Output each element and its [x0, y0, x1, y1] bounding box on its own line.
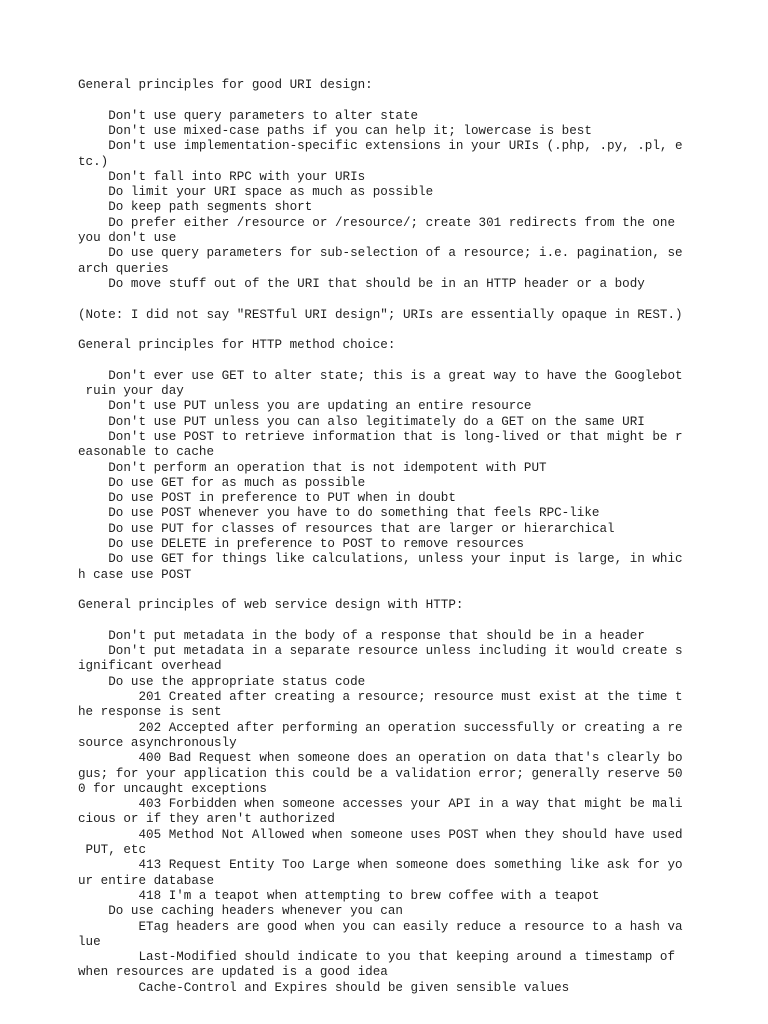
- text-line: 418 I'm a teapot when attempting to brew coffee with a teapot: [78, 888, 600, 903]
- text-line: ur entire database: [78, 873, 215, 888]
- text-line: Don't put metadata in the body of a response that should be in a header: [78, 628, 645, 643]
- text-line: arch queries: [78, 261, 169, 276]
- text-line: Cache-Control and Expires should be given sensible values: [78, 980, 570, 995]
- text-line: Don't use mixed-case paths if you can help it; lowercase is best: [78, 123, 592, 138]
- text-line: ruin your day: [78, 384, 184, 398]
- text-line: General principles for HTTP method choice:: [78, 338, 396, 353]
- text-line: 413 Request Entity Too Large when someone does something like ask for yo: [78, 858, 683, 873]
- text-line: Don't use query parameters to alter state: [78, 108, 419, 123]
- text-line: 403 Forbidden when someone accesses your API in a way that might be mali: [78, 797, 683, 812]
- text-line: PUT, etc: [78, 843, 147, 857]
- text-line: cious or if they aren't authorized: [78, 812, 335, 827]
- text-line: gus; for your application this could be a validation error; generally reserve 50: [78, 766, 683, 781]
- text-line: Don't ever use GET to alter state; this is a great way to have the Googlebot: [78, 368, 683, 383]
- text-line: Last-Modified should indicate to you that keeping around a timestamp of: [78, 950, 676, 965]
- text-line: Do move stuff out of the URI that should be in an HTTP header or a body: [78, 276, 645, 291]
- text-line: Don't use implementation-specific extensions in your URIs (.php, .py, .pl, e: [78, 139, 683, 154]
- text-line: Do use PUT for classes of resources that are larger or hierarchical: [78, 521, 615, 536]
- text-line: 400 Bad Request when someone does an operation on data that's clearly bo: [78, 751, 683, 766]
- text-line: Don't use PUT unless you are updating an entire resource: [78, 399, 532, 414]
- text-line: 405 Method Not Allowed when someone uses POST when they should have used: [78, 827, 683, 842]
- text-line: source asynchronously: [78, 735, 237, 750]
- text-line: ETag headers are good when you can easily reduce a resource to a hash va: [78, 919, 683, 934]
- text-line: h case use POST: [78, 567, 192, 582]
- text-line: Do prefer either /resource or /resource/; create 301 redirects from the one: [78, 215, 676, 230]
- text-line: you don't use: [78, 231, 177, 245]
- text-line: Do use POST whenever you have to do something that feels RPC-like: [78, 506, 600, 521]
- text-line: Don't use PUT unless you can also legitimately do a GET on the same URI: [78, 414, 645, 429]
- text-line: Don't fall into RPC with your URIs: [78, 169, 366, 184]
- text-line: General principles of web service design with HTTP:: [78, 598, 464, 613]
- text-line: 0 for uncaught exceptions: [78, 781, 267, 796]
- text-line: Do limit your URI space as much as possible: [78, 185, 434, 200]
- text-line: lue: [78, 934, 101, 949]
- text-line: when resources are updated is a good idea: [78, 965, 388, 980]
- text-line: Do use POST in preference to PUT when in doubt: [78, 491, 456, 506]
- text-line: Do use the appropriate status code: [78, 674, 366, 689]
- text-line: he response is sent: [78, 705, 222, 720]
- text-line: Don't perform an operation that is not idempotent with PUT: [78, 460, 547, 475]
- text-line: Do keep path segments short: [78, 200, 313, 215]
- text-line: 201 Created after creating a resource; resource must exist at the time t: [78, 690, 683, 704]
- text-line: Don't put metadata in a separate resource unless including it would create s: [78, 644, 683, 659]
- text-line: Do use caching headers whenever you can: [78, 904, 403, 919]
- text-line: ignificant overhead: [78, 659, 222, 674]
- text-line: Do use GET for things like calculations, unless your input is large, in whic: [78, 552, 683, 567]
- text-line: (Note: I did not say "RESTful URI design"; URIs are essentially opaque in REST.): [78, 307, 683, 322]
- text-line: Do use DELETE in preference to POST to remove resources: [78, 537, 524, 551]
- text-line: General principles for good URI design:: [78, 78, 373, 92]
- text-line: tc.): [78, 154, 109, 169]
- text-line: Don't use POST to retrieve information that is long-lived or that might be r: [78, 429, 683, 444]
- text-line: easonable to cache: [78, 445, 215, 460]
- text-line: Do use GET for as much as possible: [78, 475, 366, 490]
- text-line: Do use query parameters for sub-selection of a resource; i.e. pagination, se: [78, 246, 683, 261]
- text-line: 202 Accepted after performing an operation successfully or creating a re: [78, 720, 683, 735]
